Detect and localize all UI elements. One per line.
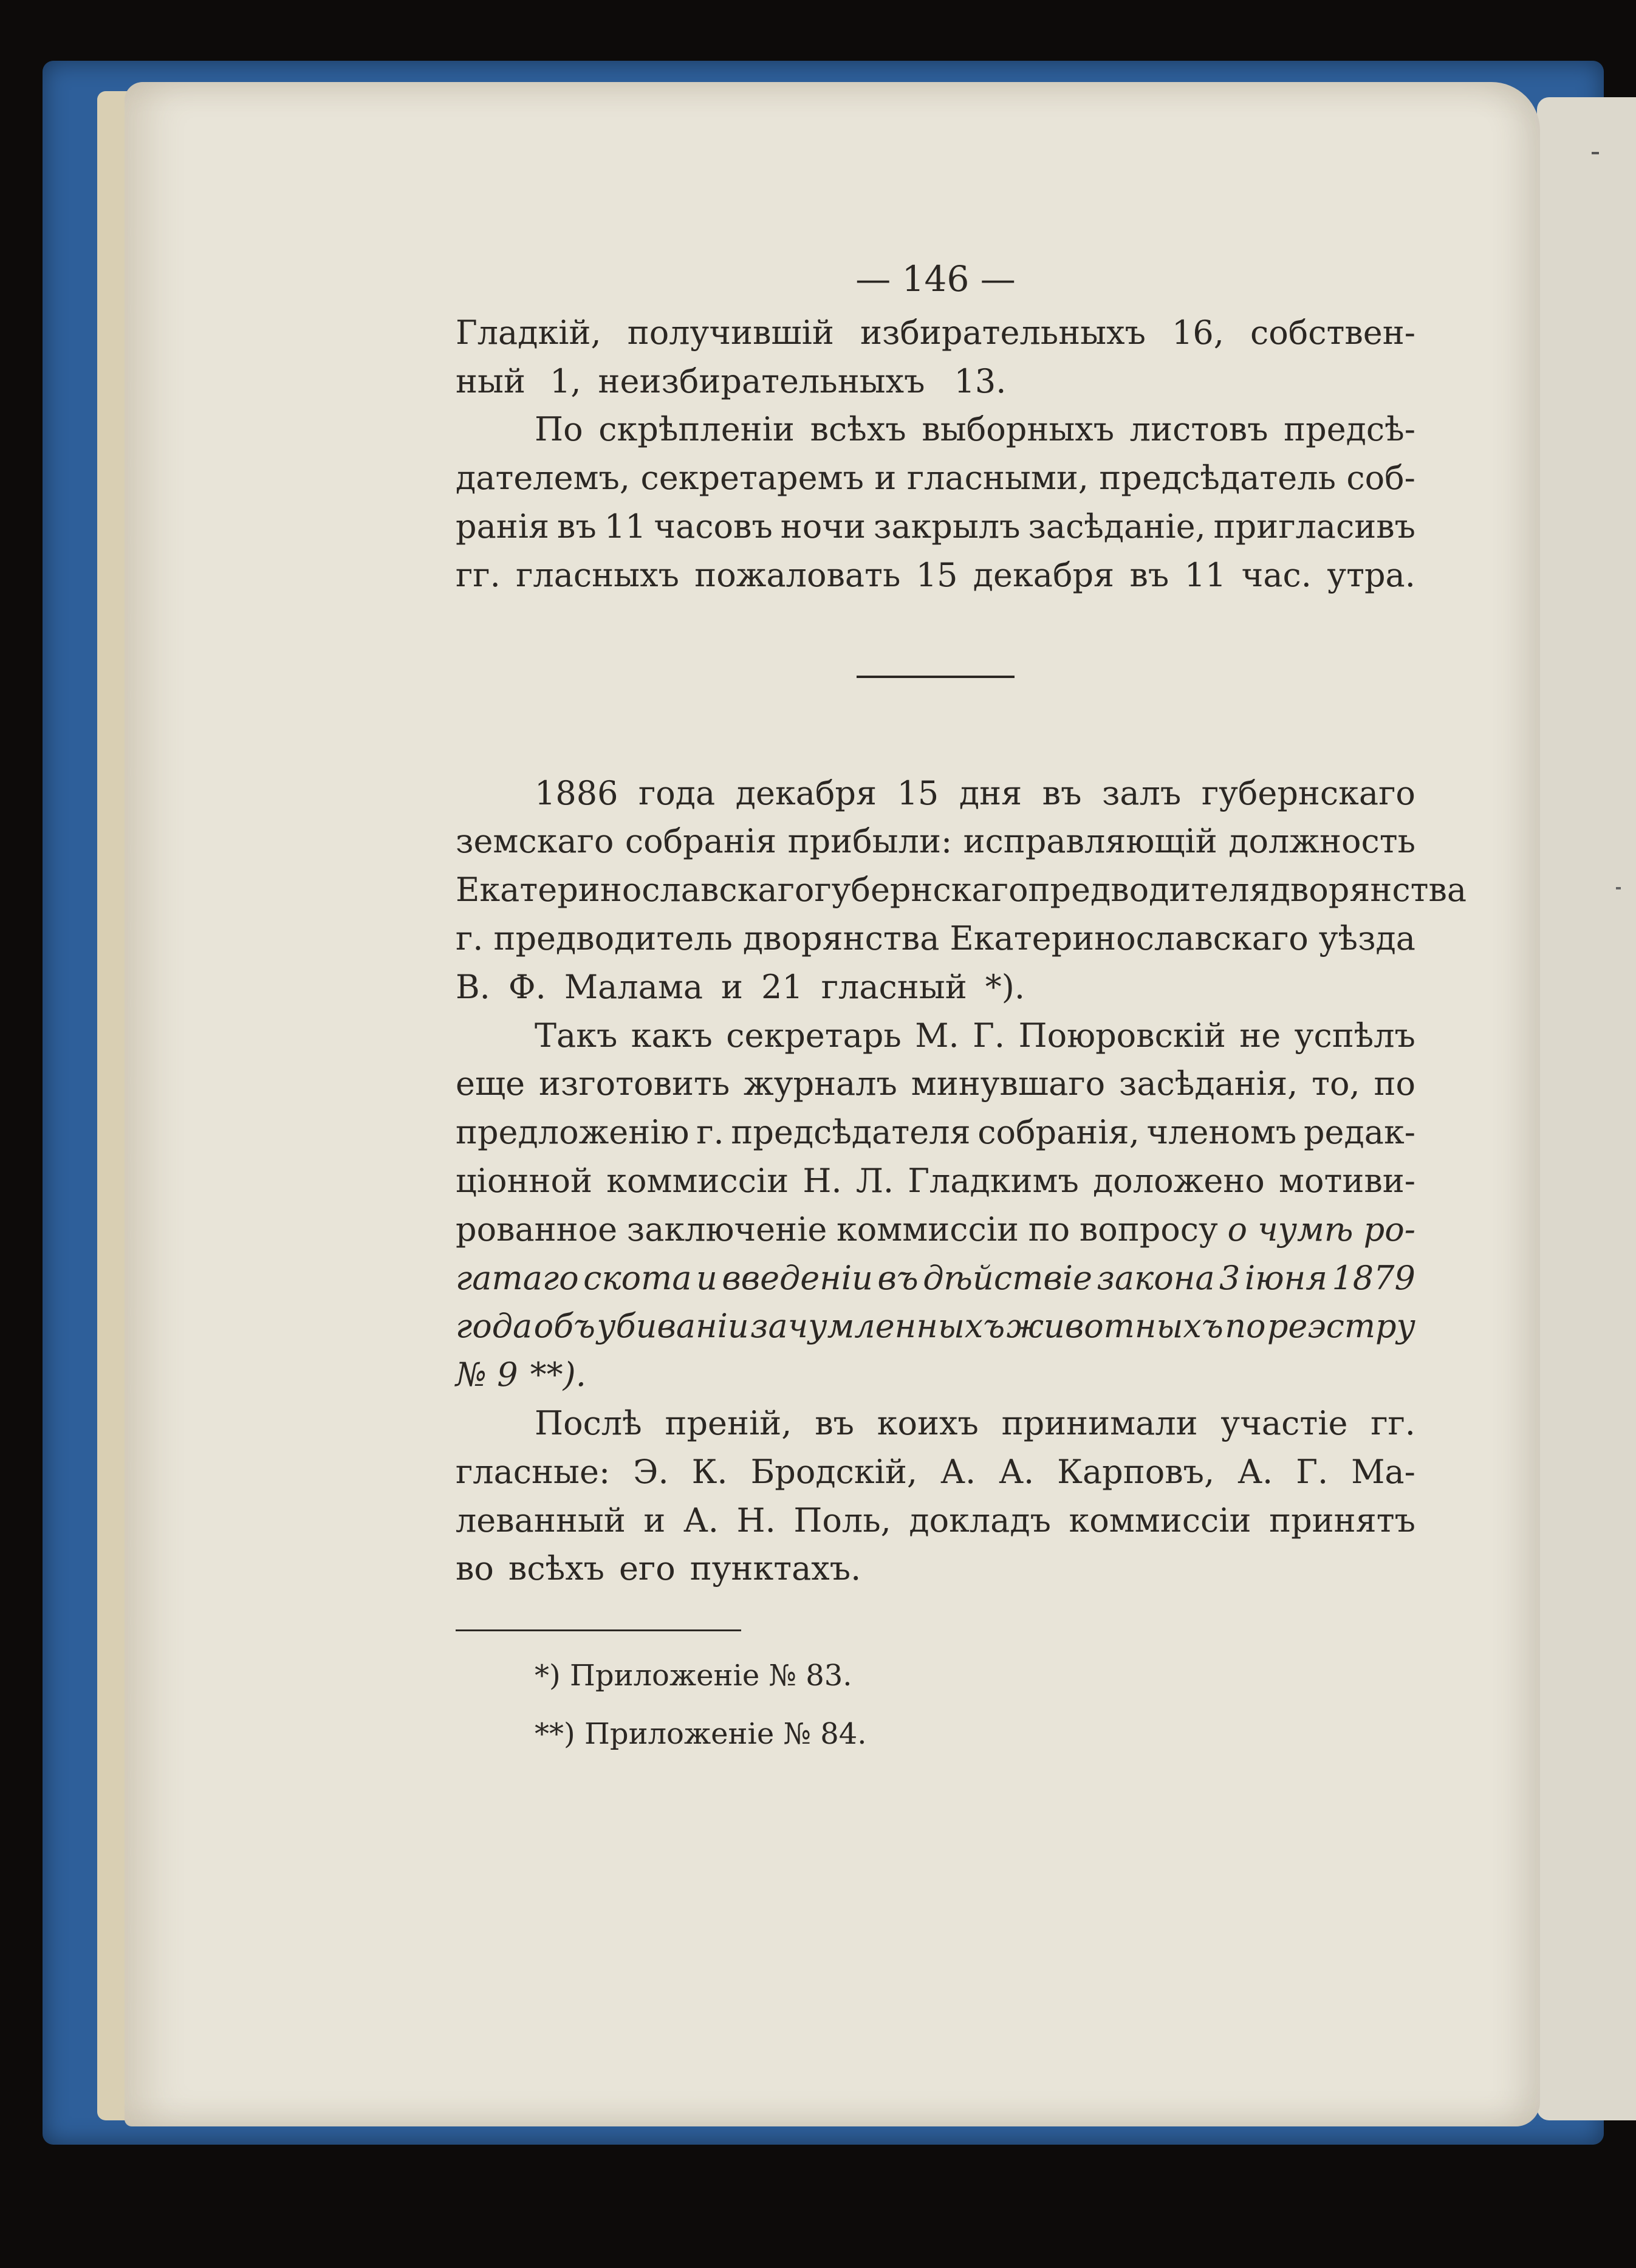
word: коммиссіи (1069, 1501, 1251, 1540)
text-line (456, 963, 1415, 1012)
word: Н. (803, 1161, 842, 1200)
word: изготовить (538, 1064, 730, 1103)
word: гласные: (456, 1452, 611, 1491)
word: 16, (1172, 313, 1224, 352)
word: Н. (736, 1501, 776, 1540)
word: 1886 (535, 773, 618, 812)
word: года (456, 1307, 533, 1346)
word: іюня (1244, 1258, 1327, 1297)
word: **). (530, 1355, 586, 1394)
word: принятъ (1269, 1501, 1415, 1540)
word: земскаго (456, 822, 614, 861)
word: и (874, 459, 897, 498)
word: засѣданія, (1118, 1064, 1298, 1103)
word: По (535, 410, 583, 449)
word: гг. (1371, 1403, 1415, 1442)
word: дѣйствіе (923, 1258, 1092, 1297)
text-line (456, 1544, 1415, 1593)
word: часовъ (654, 507, 773, 546)
word: А. (999, 1452, 1035, 1491)
text-line (456, 1448, 1415, 1496)
word: 13. (954, 361, 1007, 400)
text-line (456, 1012, 1415, 1060)
paragraph-block-2 (456, 769, 1467, 1594)
spacer (456, 678, 1415, 769)
word: гласныхъ (516, 555, 679, 594)
word: предложенію (456, 1113, 690, 1152)
word: губернскаго (1201, 773, 1415, 812)
footnote-1: *) Приложеніе № 83. (535, 1659, 852, 1693)
word: пунктахъ. (690, 1549, 861, 1588)
word: мотиви- (1278, 1161, 1415, 1200)
word: доложено (1093, 1161, 1265, 1200)
word: 15 (897, 773, 939, 812)
word: въ (1129, 555, 1169, 594)
word: коммиссіи (606, 1161, 789, 1200)
word: въ (557, 507, 597, 546)
word: Екатеринославскаго (456, 871, 815, 910)
footnote-2: **) Приложеніе № 84. (535, 1717, 867, 1752)
word: скрѣпленіи (598, 410, 795, 449)
text-line (456, 502, 1415, 551)
word: Поль, (793, 1501, 891, 1540)
word: закрылъ (873, 507, 1021, 546)
word: минувшаго (911, 1064, 1106, 1103)
word: объ (533, 1307, 596, 1346)
word: Екатеринославскаго (950, 919, 1309, 958)
text-line (456, 551, 1415, 600)
text-line (456, 309, 1415, 357)
text-line (456, 1302, 1415, 1351)
word: *). (985, 967, 1025, 1006)
word: и (643, 1501, 666, 1540)
word: леванный (456, 1501, 626, 1540)
word: Ма- (1351, 1452, 1415, 1491)
word: предсѣ- (1284, 410, 1415, 449)
word: К. (691, 1452, 728, 1491)
word: губернскаго (814, 871, 1028, 910)
word: 15 (916, 555, 958, 594)
word: животныхъ (1006, 1307, 1224, 1346)
text-line (456, 1496, 1415, 1545)
word: предсѣдатель (1099, 459, 1336, 498)
word: собствен- (1250, 313, 1415, 352)
word: во (456, 1549, 494, 1588)
word: пригласивъ (1213, 507, 1415, 546)
text-line (456, 1060, 1415, 1108)
text-line (456, 866, 1467, 914)
text-line (456, 405, 1415, 454)
word: какъ (631, 1016, 713, 1055)
word: въ (815, 1403, 854, 1442)
word: дворянства (1270, 871, 1467, 910)
word: Г. (1296, 1452, 1329, 1491)
word: всѣхъ (508, 1549, 604, 1588)
text-line (456, 454, 1415, 502)
word: пожаловать (694, 555, 901, 594)
word: предводителя (1028, 871, 1270, 910)
word: засѣданіе, (1028, 507, 1206, 546)
word: ный (456, 361, 525, 400)
page-text (456, 255, 1467, 1763)
word: Такъ (535, 1016, 618, 1055)
word: дворянства (742, 919, 940, 958)
word: Гладкимъ (908, 1161, 1079, 1200)
word: дня (959, 773, 1022, 812)
word: 1879 (1332, 1258, 1415, 1297)
word: и (696, 1258, 717, 1297)
word: декабря (735, 773, 877, 812)
word: Бродскій, (750, 1452, 918, 1491)
word: введеніи (722, 1258, 873, 1297)
word: въ (1042, 773, 1082, 812)
text-line (456, 817, 1415, 866)
word: гласными, (906, 459, 1089, 498)
text-line (456, 914, 1415, 963)
word: убиваніи (597, 1307, 749, 1346)
word: собранія (625, 822, 777, 861)
word: В. (456, 967, 490, 1006)
word: залъ (1101, 773, 1182, 812)
adjacent-page-mark (1616, 887, 1621, 889)
word: Поюровскій (1018, 1016, 1226, 1055)
word: уѣзда (1318, 919, 1415, 958)
word: гатаго (456, 1258, 579, 1297)
page-number: — 146 — (855, 258, 1016, 300)
word: докладъ (909, 1501, 1051, 1540)
word: предсѣдателя (731, 1113, 971, 1152)
word: Карповъ, (1057, 1452, 1215, 1491)
word: закона (1097, 1258, 1215, 1297)
word: всѣхъ (810, 410, 906, 449)
word: листовъ (1129, 410, 1268, 449)
word: исправляющій (963, 822, 1217, 861)
word: 11 (1184, 555, 1227, 594)
word: Ф. (508, 967, 546, 1006)
word: гласный (821, 967, 967, 1006)
word: Гладкій, (456, 313, 601, 352)
word: реэстру (1267, 1307, 1415, 1346)
word: участіе (1220, 1403, 1348, 1442)
word: г. (456, 919, 484, 958)
word: А. (940, 1452, 976, 1491)
word: успѣлъ (1294, 1016, 1415, 1055)
italic-phrase: о чумѣ ро- (1227, 1210, 1415, 1249)
word: по (1225, 1307, 1266, 1346)
word: 11 (604, 507, 646, 546)
word: утра. (1327, 555, 1415, 594)
text-line (456, 357, 1415, 406)
word: скота (583, 1258, 692, 1297)
word: прибыли: (787, 822, 953, 861)
text-line (456, 1108, 1415, 1157)
word: и (721, 967, 744, 1006)
word: журналъ (744, 1064, 897, 1103)
word: 3 (1219, 1258, 1241, 1297)
word: рованное (456, 1210, 618, 1249)
word: А. (683, 1501, 719, 1540)
word: 1, (549, 361, 581, 400)
word: преній, (665, 1403, 792, 1442)
word: заключеніе (626, 1210, 827, 1249)
word: соб- (1346, 459, 1415, 498)
word: ціонной (456, 1161, 592, 1200)
word: секретаремъ (640, 459, 864, 498)
word: Малама (564, 967, 703, 1006)
word: ранія (456, 507, 550, 546)
word: Г. (973, 1016, 1005, 1055)
adjacent-page-mark (1592, 152, 1599, 154)
word: Л. (855, 1161, 894, 1200)
word: неизбирательныхъ (598, 361, 925, 400)
text-line (456, 1254, 1415, 1303)
word: не (1239, 1016, 1281, 1055)
word: получившій (627, 313, 834, 352)
word: редак- (1303, 1113, 1415, 1152)
word: вопросу (1079, 1210, 1218, 1249)
word: избирательныхъ (860, 313, 1146, 352)
word: выборныхъ (922, 410, 1115, 449)
word: членомъ (1146, 1113, 1297, 1152)
word: декабря (973, 555, 1115, 594)
word: ночи (780, 507, 866, 546)
word: его (618, 1549, 676, 1588)
word: 21 (761, 967, 803, 1006)
text-line (456, 1157, 1415, 1205)
text-line (456, 1351, 1415, 1399)
word: гг. (456, 555, 501, 594)
word: секретарь (726, 1016, 902, 1055)
word: то, (1312, 1064, 1360, 1103)
word: еще (456, 1064, 525, 1103)
footnote-divider (456, 1629, 741, 1631)
word: М. (915, 1016, 959, 1055)
text-line (456, 1399, 1415, 1448)
word: зачумленныхъ (750, 1307, 1005, 1346)
word: час. (1241, 555, 1312, 594)
word: должность (1228, 822, 1415, 861)
text-line (456, 769, 1415, 818)
word: предводитель (493, 919, 733, 958)
word: дателемъ, (456, 459, 631, 498)
text-line (456, 1205, 1415, 1254)
word: Э. (633, 1452, 669, 1491)
word: по (1028, 1210, 1070, 1249)
word: коммиссіи (837, 1210, 1019, 1249)
paragraph-block-1 (456, 309, 1415, 600)
word: г. (696, 1113, 724, 1152)
word: принимали (1001, 1403, 1198, 1442)
word: Послѣ (535, 1403, 642, 1442)
adjacent-page-edge (1537, 97, 1636, 2120)
word: коихъ (877, 1403, 979, 1442)
word: года (638, 773, 716, 812)
word: по (1374, 1064, 1415, 1103)
word: собранія, (977, 1113, 1140, 1152)
word: въ (877, 1258, 919, 1297)
word: А. (1237, 1452, 1273, 1491)
word: № 9 (456, 1355, 518, 1394)
